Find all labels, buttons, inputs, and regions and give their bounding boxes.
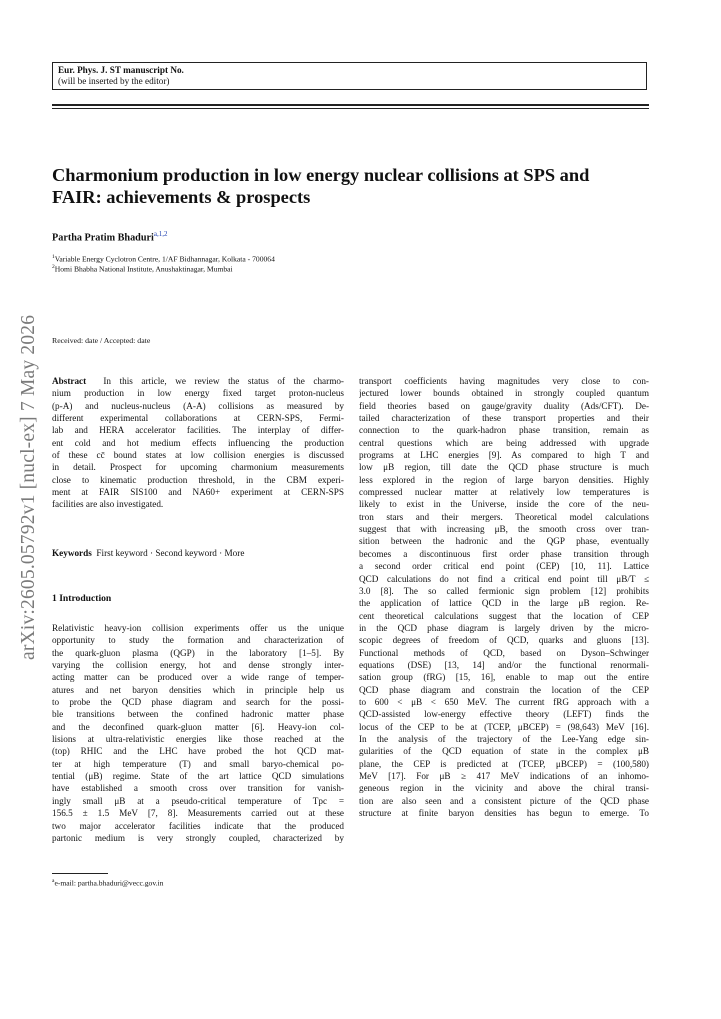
- journal-note: (will be inserted by the editor): [58, 76, 170, 86]
- right-line: Functional methods of QCD, based on Dyson–Schwinger: [359, 647, 649, 658]
- right-line: cent theoretical calculations suggest that the location of CEP: [359, 610, 649, 621]
- footnote-mark: a: [52, 878, 55, 884]
- author-text: Partha Pratim Bhaduri: [52, 232, 154, 244]
- right-line: QCD-assisted low-energy effective theory (LEFT) finds the: [359, 709, 649, 720]
- introduction-right-column: [359, 375, 649, 819]
- intro-line: acting matter can be produced over a wide range of temper-: [52, 672, 344, 683]
- journal-header-box: [52, 62, 647, 90]
- author-name: [52, 230, 167, 243]
- right-line: In the analysis of the trajectory of the Lee-Yang edge sin-: [359, 733, 649, 744]
- right-line: central questions which are being addressed with upgrade: [359, 437, 649, 448]
- abstract-line: ment at FAIR SIS100 and NA60+ experiment at CERN-SPS: [52, 487, 344, 498]
- intro-line: (top) RHIC and the LHC have probed the hot QCD mat-: [52, 746, 344, 757]
- received-date: Received: date / Accepted: date: [52, 336, 151, 345]
- header-rule-thick: [52, 104, 649, 106]
- intro-line: and the deconfined quark-gluon matter [6]. Heavy-ion col-: [52, 721, 344, 732]
- intro-line: two major accelerator facilities indicate that the produced: [52, 820, 344, 831]
- paper-title-line-2: FAIR: achievements & prospects: [52, 187, 311, 207]
- intro-line: ingly small μB at a pseudo-critical temperature of Tpc =: [52, 795, 344, 806]
- arxiv-stamp[interactable]: arXiv:2605.05792v1 [nucl-ex] 7 May 2026: [18, 314, 39, 660]
- right-line: suggest that with increasing μB, the smooth cross over tran-: [359, 524, 649, 535]
- right-line: QCD phase diagram and constrain the location of the CEP: [359, 684, 649, 695]
- intro-line: tential (μB) regime. State of the art lattice QCD simulations: [52, 771, 344, 782]
- paper-title: [52, 164, 652, 208]
- abstract-line: in detail. Prospect for upcoming charmonium measurements: [52, 462, 344, 473]
- right-line: tron stars and their mergers. Theoretical model calculations: [359, 511, 649, 522]
- abstract-line: different experimental collaborations at CERN-SPS, Fermi-: [52, 413, 344, 424]
- right-line: field theories based on gauge/gravity duality (Ads/CFT). De-: [359, 400, 649, 411]
- right-line: gularities of the QCD equation of state in the complex μB: [359, 746, 649, 757]
- footnote-email[interactable]: e-mail: partha.bhaduri@vecc.gov.in: [54, 878, 164, 888]
- footnote: [52, 878, 163, 888]
- right-line: becomes a discontinuous first order phase transition through: [359, 548, 649, 559]
- abstract-line: nium production in low energy fixed target proton-nucleus: [52, 388, 344, 399]
- right-line: sation group (fRG) [15, 16], enable to map out the entire: [359, 672, 649, 683]
- header-rule-thin: [52, 108, 649, 109]
- intro-line: varying the collision energy, hot and dense strongly inter-: [52, 660, 344, 671]
- abstract-line: close to kinematic production threshold, in the CBM experi-: [52, 474, 344, 485]
- right-line: locus of the CEP to be at (TCEP, μBCEP) = (98,643) MeV [16].: [359, 721, 649, 732]
- intro-line: Relativistic heavy-ion collision experiments offer us the unique: [52, 623, 344, 633]
- right-line: equations (DSE) [13, 14] and/or the functional renormali-: [359, 659, 649, 670]
- right-line: less explored in the region of large baryon densities. Highly: [359, 474, 649, 485]
- intro-line: to probe the QCD phase diagram and search for the possi-: [52, 697, 344, 708]
- abstract-line: facilities are also investigated.: [52, 499, 164, 510]
- right-line: programs at LHC energies [9]. As compared to high T and: [359, 450, 649, 461]
- abstract-line: (p-A) and nucleus-nucleus (A-A) collisions as measured by: [52, 400, 344, 411]
- section-heading: 1 Introduction: [52, 593, 112, 604]
- right-line: the application of lattice QCD in the large μB region. Re-: [359, 598, 649, 609]
- intro-line: ble transitions between the confined hadronic matter phase: [52, 709, 344, 720]
- right-line: 3.0 [8]. The so called fermionic sign problem [12] prohibits: [359, 585, 649, 596]
- intro-line: partonic medium is very strongly coupled, characterized by: [52, 832, 344, 843]
- right-line: sition between the hadronic and the QGP phase, eventually: [359, 536, 649, 547]
- abstract-line: Abstract In this article, we review the status of the charmo-: [52, 376, 344, 386]
- affiliation-text: Variable Energy Cyclotron Centre, 1/AF Bidhannagar, Kolkata - 700064: [54, 254, 275, 264]
- right-line: a second order critical end point (CEP) [10, 11]. Lattice: [359, 561, 649, 572]
- intro-line: ter at high temperature (T) and small baryo-chemical po-: [52, 758, 344, 769]
- affiliation-text: Homi Bhabha National Institute, Anushaktinagar, Mumbai: [54, 264, 233, 274]
- introduction-left-column: [52, 622, 344, 844]
- right-line: MeV [17]. For μB ≥ 417 MeV indications of an inhomo-: [359, 771, 649, 781]
- paper-title-line-1: Charmonium production in low energy nuclear collisions at SPS and: [52, 165, 590, 185]
- right-line: structure at finite baryon densities has begun to emerge. To: [359, 808, 649, 819]
- keywords-line: [52, 548, 344, 558]
- right-line: jectured lower bounds obtained in strongly coupled quantum: [359, 388, 649, 399]
- right-line: tailed characterization of these transport properties and their: [359, 413, 649, 424]
- right-line: low μB region, till date the QCD phase structure is much: [359, 462, 649, 473]
- right-line: geneous region in the vicinity and above the chiral transi-: [359, 783, 649, 794]
- affiliation-mark: 2: [52, 264, 55, 270]
- author-marks[interactable]: a,1,2: [153, 230, 168, 238]
- abstract-line: of these cc̄ bound states at low collision energies is discussed: [52, 450, 344, 461]
- right-line: tion are also seen and a consistent picture of the QCD phase: [359, 795, 649, 806]
- right-line: compressed nuclear matter at relatively low temperatures is: [359, 487, 649, 498]
- intro-line: have established a smooth cross over transition for vanish-: [52, 783, 344, 794]
- intro-line: opportunity to study the formation and characterization of: [52, 635, 344, 646]
- abstract-block: [52, 375, 344, 511]
- right-line: plane, the CEP is predicted at (TCEP, μBCEP) = (100,580): [359, 758, 649, 769]
- intro-line: 156.5 ± 1.5 MeV [7, 8]. Measurements carried out at these: [52, 808, 344, 819]
- right-line: likely to exist in the Universe, inside the core of the neu-: [359, 499, 649, 510]
- right-line: QCD calculations do not find a critical end point till μB/T ≤: [359, 573, 649, 584]
- intro-line: the quark-gluon plasma (QGP) in the laboratory [1–5]. By: [52, 647, 344, 658]
- affiliation-2: [52, 262, 233, 275]
- right-line: connection to the quark-hadron phase transition, remain as: [359, 425, 649, 436]
- abstract-lead: Abstract: [52, 376, 87, 386]
- right-line: scopic degrees of freedom of QCD, quarks and gluons [13].: [359, 635, 649, 646]
- right-line: transport coefficients having magnitudes very close to con-: [359, 376, 649, 386]
- affiliation-mark: 1: [52, 254, 55, 260]
- intro-line: lisions at ultra-relativistic energies like those reached at the: [52, 734, 344, 745]
- journal-name: Eur. Phys. J. ST manuscript No.: [58, 65, 184, 75]
- keywords-lead: Keywords: [52, 548, 92, 558]
- right-line: in the QCD phase diagram is largely driven by the micro-: [359, 622, 649, 633]
- keywords-text: First keyword · Second keyword · More: [96, 548, 245, 558]
- abstract-line: ent cold and hot medium effects influencing the production: [52, 437, 344, 448]
- right-line: to 600 < μB < 650 MeV. The current fRG approach with a: [359, 696, 649, 707]
- footnote-rule: [52, 873, 108, 874]
- abstract-line: lab and HERA accelerator facilities. The interplay of differ-: [52, 425, 344, 436]
- intro-line: atures and net baryon densities which in principle help us: [52, 684, 344, 695]
